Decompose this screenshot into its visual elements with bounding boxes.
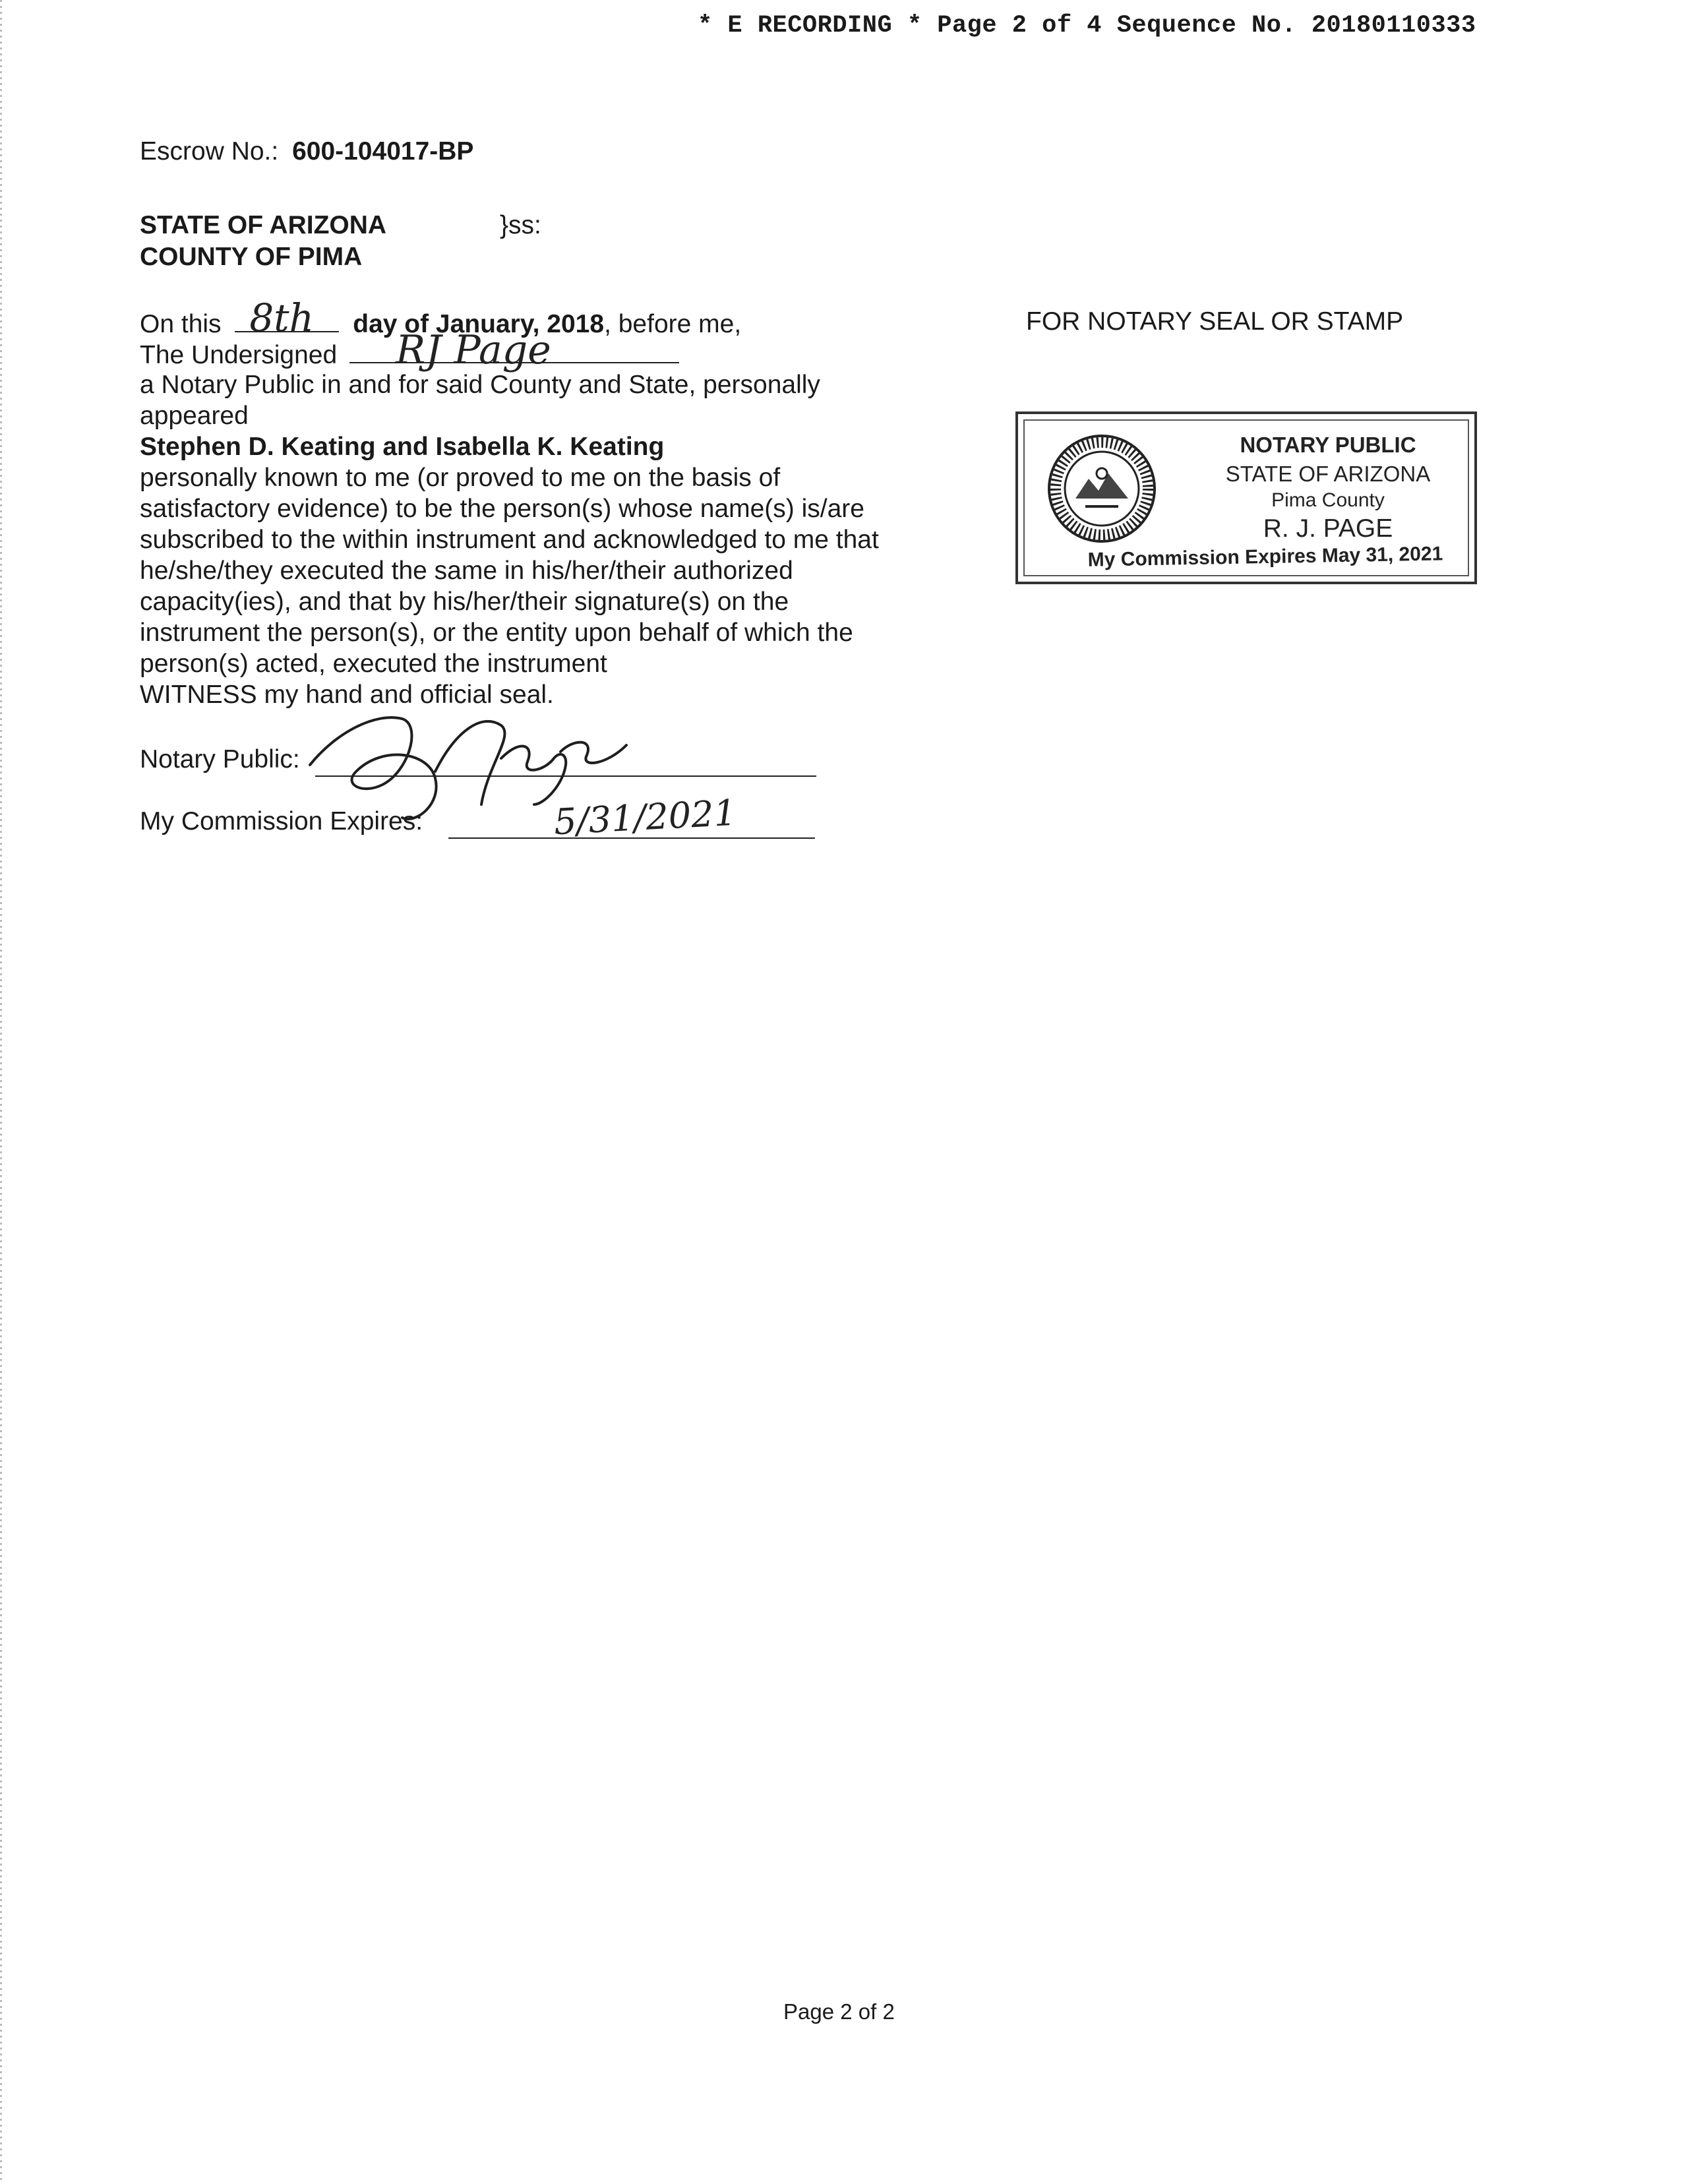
undersigned-label: The Undersigned — [140, 341, 338, 369]
ack-line-6: personally known to me (or proved to me on the basis of — [140, 464, 781, 492]
venue-ss: }ss: — [500, 211, 541, 239]
ack-date: day of January, 2018 — [353, 310, 605, 338]
ack-line-9: he/she/they executed the same in his/her/their authorized — [140, 557, 793, 585]
undersigned-handwritten: RJ Page — [396, 327, 551, 373]
ack-line-12: person(s) acted, executed the instrument — [140, 650, 607, 678]
escrow-line — [140, 137, 473, 166]
day-handwritten: 8th — [249, 295, 314, 340]
stamp-county: Pima County — [1271, 489, 1385, 511]
stamp-notary-name: R. J. PAGE — [1263, 514, 1393, 543]
before-me-text: , before me, — [604, 310, 742, 338]
recording-header: * E RECORDING * Page 2 of 4 Sequence No. 20180110333 — [698, 12, 1476, 40]
seal-caption: FOR NOTARY SEAL OR STAMP — [1026, 307, 1404, 336]
state-seal-icon — [1046, 433, 1158, 545]
stamp-commission: My Commission Expires May 31, 2021 — [1087, 543, 1443, 571]
escrow-number: 600-104017-BP — [292, 137, 474, 166]
ack-line-4: appeared — [140, 402, 249, 430]
ack-line-7: satisfactory evidence) to be the person(s) whose name(s) is/are — [140, 495, 864, 523]
on-this-text: On this — [140, 310, 222, 338]
stamp-notary-public: NOTARY PUBLIC — [1240, 433, 1416, 457]
ack-line-10: capacity(ies), and that by his/her/their signature(s) on the — [140, 588, 789, 616]
commission-label: My Commission Expires: — [140, 807, 423, 835]
undersigned-blank — [349, 327, 679, 373]
page-footer: Page 2 of 2 — [783, 1999, 895, 2024]
commission-handwritten: 5/31/2021 — [553, 791, 738, 843]
ack-line-2 — [140, 327, 679, 373]
venue-state: STATE OF ARIZONA — [140, 211, 387, 239]
witness-line: WITNESS my hand and official seal. — [140, 681, 554, 709]
ack-line-8: subscribed to the within instrument and acknowledged to me that — [140, 526, 879, 554]
ack-line-11: instrument the person(s), or the entity upon behalf of which the — [140, 619, 853, 647]
stamp-state: STATE OF ARIZONA — [1225, 462, 1431, 486]
scan-edge-artifact — [0, 0, 2, 2184]
escrow-label: Escrow No.: — [140, 137, 279, 166]
signers-names: Stephen D. Keating and Isabella K. Keating — [140, 433, 665, 461]
day-blank — [235, 295, 339, 340]
ack-line-3: a Notary Public in and for said County and State, personally — [140, 371, 820, 399]
notary-public-label: Notary Public: — [140, 745, 300, 774]
venue-county: COUNTY OF PIMA — [140, 243, 363, 271]
notary-stamp — [1015, 411, 1477, 584]
